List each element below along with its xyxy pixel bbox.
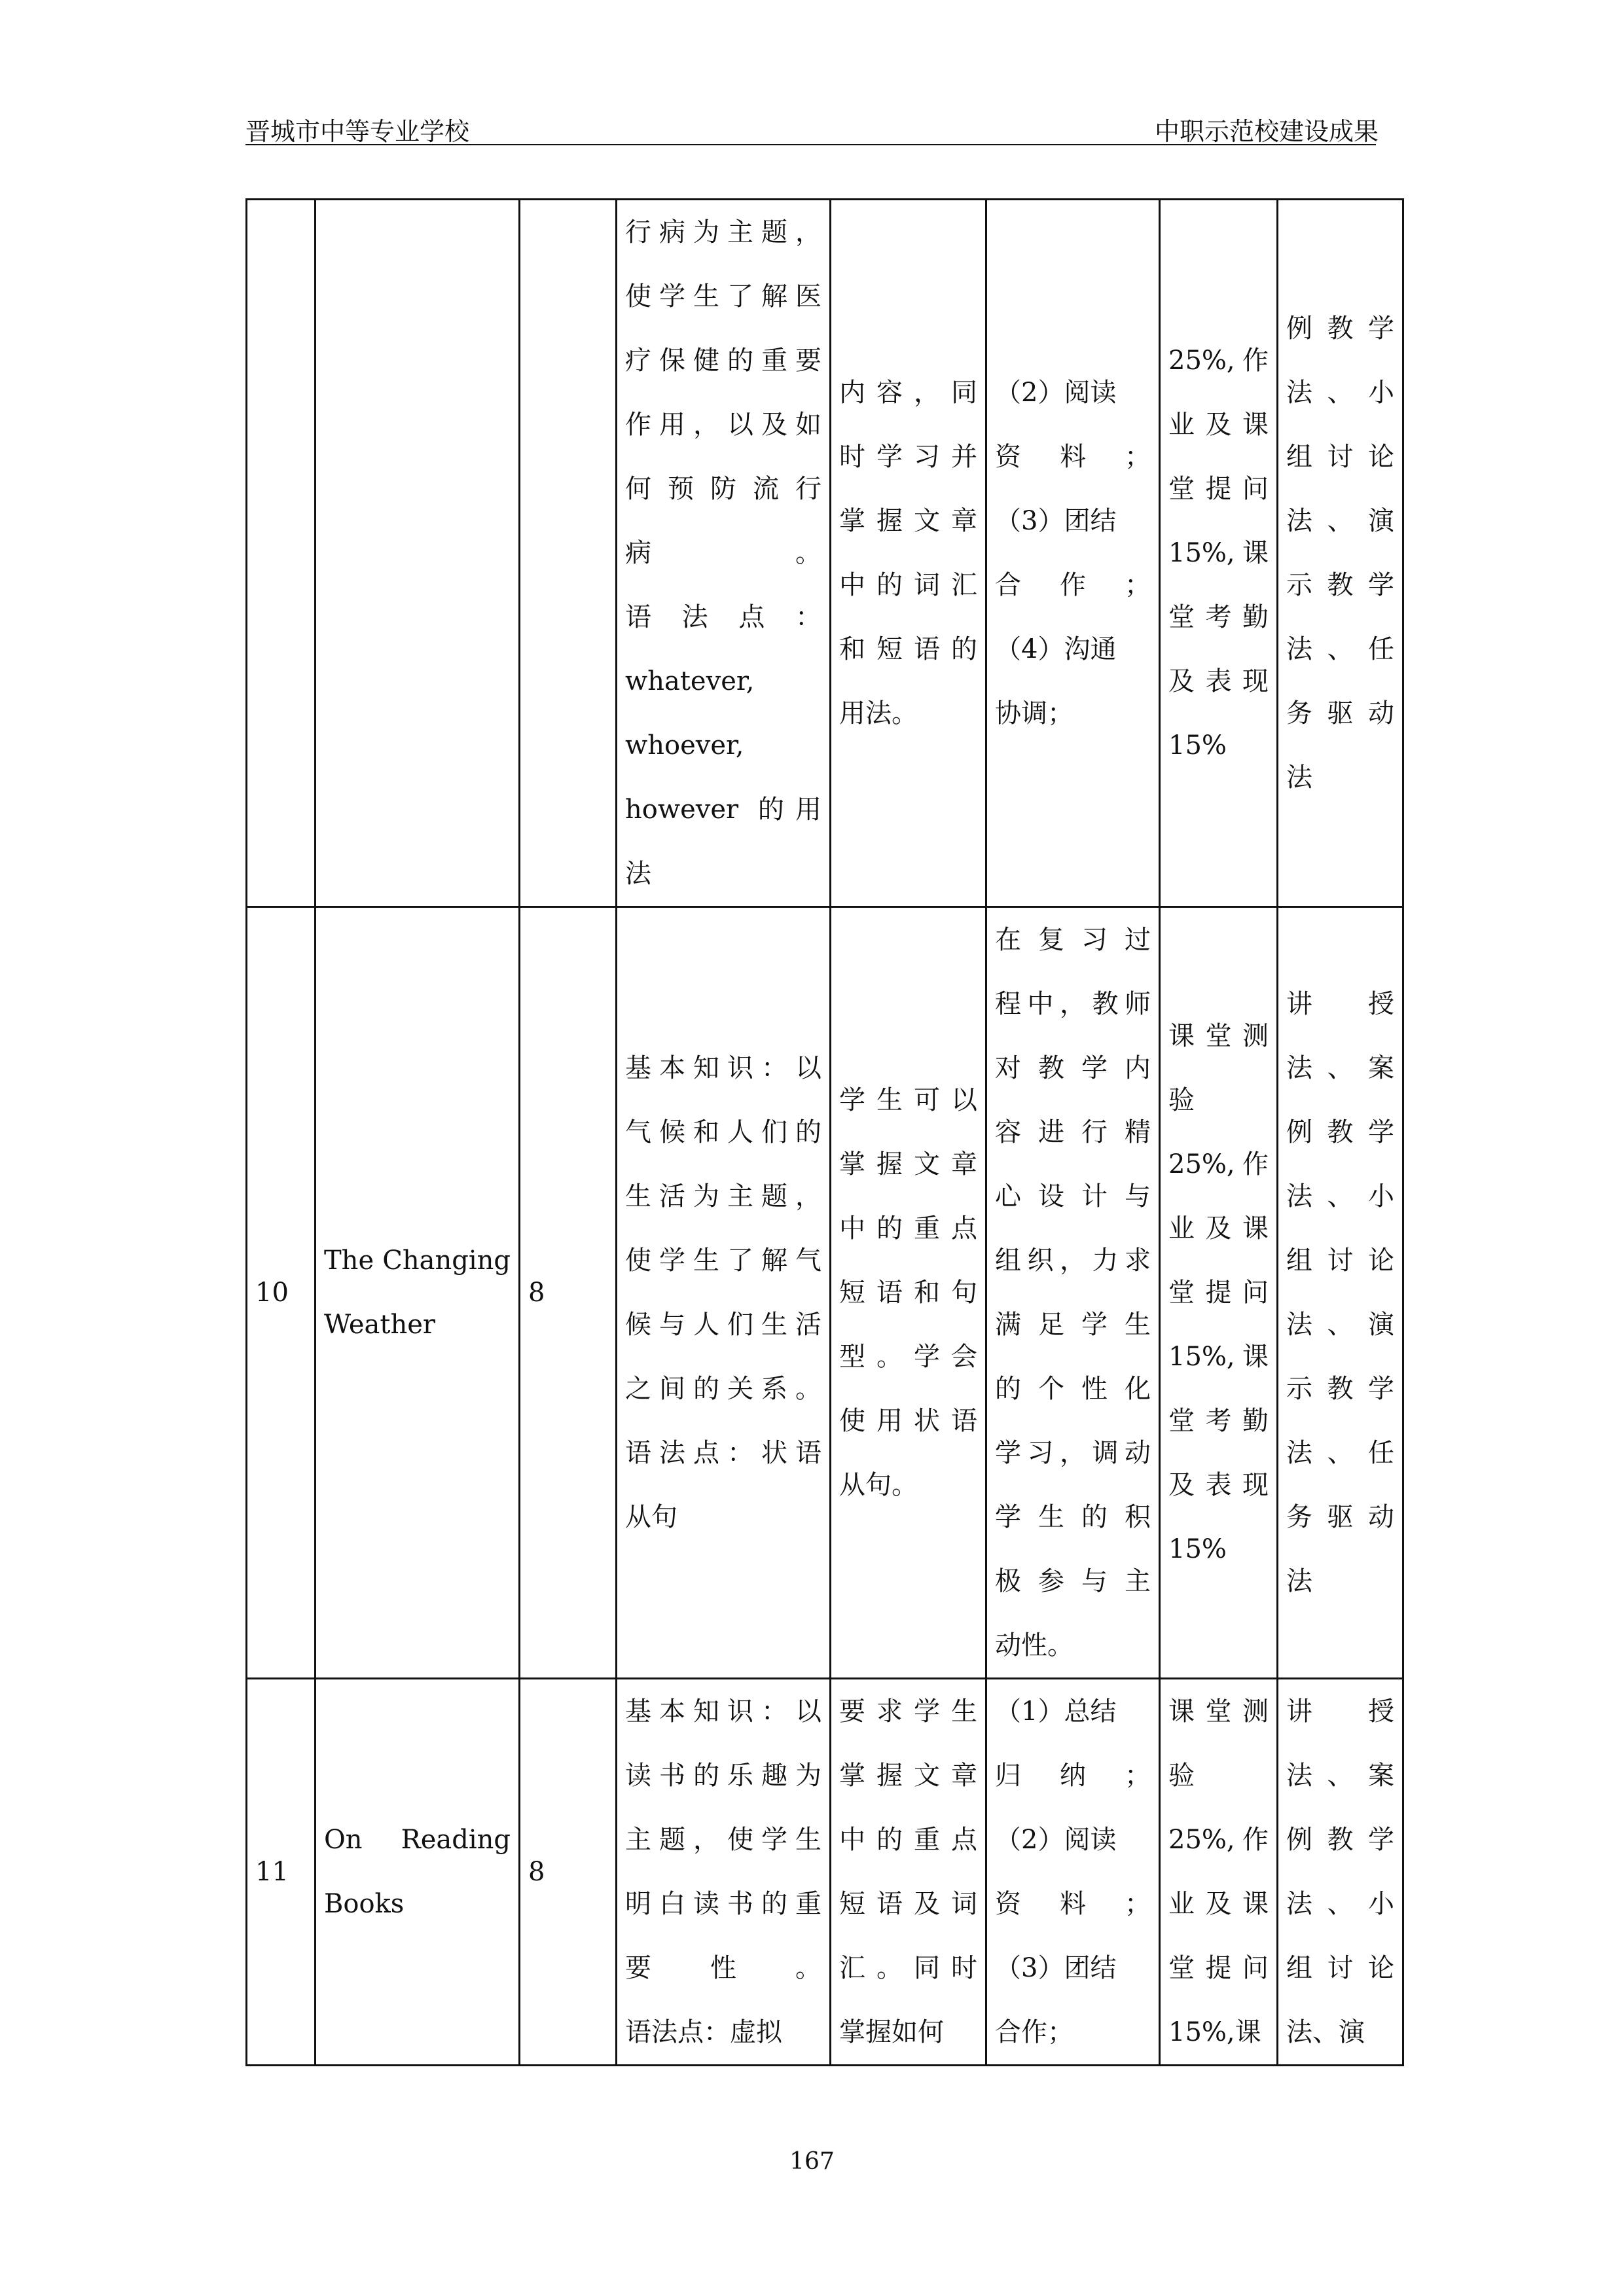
cell-line: 15%,课 (1168, 538, 1269, 568)
cell-line: 满足学生 (995, 1310, 1151, 1340)
cell-line: 明白读书的重 (625, 1889, 821, 1919)
class-hours (520, 200, 617, 907)
teaching-goal (831, 907, 986, 1679)
table-row (247, 907, 1403, 1679)
cell-line: 业及课 (1168, 410, 1269, 440)
cell-line: 基本知识：以 (625, 1696, 821, 1727)
teaching-requirement (986, 200, 1160, 907)
cell-line: Weather (324, 1310, 435, 1340)
teaching-method (1278, 907, 1403, 1679)
cell-line: 从句。 (839, 1470, 918, 1500)
cell-line: 资料； (995, 442, 1151, 472)
cell-line: 堂提问 (1168, 1278, 1269, 1308)
row-number: 11 (247, 1679, 316, 2066)
teaching-requirement (986, 907, 1160, 1679)
cell-line: 课堂测 (1168, 1696, 1269, 1727)
cell-line: 掌握文章 (839, 1149, 977, 1179)
cell-line: 的个性化 (995, 1374, 1151, 1404)
cell-line: 15% (1168, 730, 1227, 761)
cell-line: 行病为主题， (625, 217, 821, 247)
row-number (247, 200, 316, 907)
unit-title (316, 200, 520, 907)
cell-line: 内容，同 (839, 378, 977, 408)
cell-line: 学生的积 (995, 1502, 1151, 1532)
teaching-goal (831, 1679, 986, 2066)
cell-line: 讲 授 (1286, 1696, 1394, 1727)
cell-line: （1）总结 (995, 1696, 1117, 1727)
cell-line: 验 (1168, 1761, 1195, 1791)
cell-line: 堂提问 (1168, 1953, 1269, 1983)
cell-line: 组织，力求 (995, 1246, 1151, 1276)
cell-line: 法 (1286, 762, 1312, 793)
page-number: 167 (789, 2148, 835, 2175)
cell-line: 气候和人们的 (625, 1117, 821, 1147)
class-hours: 8 (520, 1679, 617, 2066)
cell-line: （2）阅读 (995, 1825, 1117, 1855)
cell-line: 25%,作 (1168, 1825, 1269, 1855)
cell-line: 务驱动 (1286, 1502, 1394, 1532)
cell-line: 短语和句 (839, 1278, 977, 1308)
cell-line: 法、演 (1286, 1310, 1394, 1340)
cell-line: however 的用 (625, 795, 821, 825)
cell-line: 及表现 (1168, 1470, 1269, 1500)
cell-line: 15%,课 (1168, 2017, 1261, 2047)
cell-line: 语法点： (625, 602, 821, 632)
cell-line: 法、小 (1286, 378, 1394, 408)
cell-line: 汇。同时 (839, 1953, 977, 1983)
cell-line: 在复习过 (995, 925, 1151, 955)
cell-line: 生活为主题， (625, 1181, 821, 1211)
class-hours: 8 (520, 907, 617, 1679)
cell-line: 堂提问 (1168, 474, 1269, 504)
assessment (1160, 200, 1278, 907)
cell-line: 法、小 (1286, 1889, 1394, 1919)
cell-line: 用法。 (839, 698, 918, 728)
cell-line: 例教学 (1286, 1825, 1394, 1855)
cell-line: （3）团结 (995, 1953, 1117, 1983)
cell-line: 法、任 (1286, 1438, 1394, 1468)
cell-line: 读书的乐趣为 (625, 1761, 821, 1791)
header-document-title: 中职示范校建设成果 (1154, 117, 1379, 146)
header-divider (245, 144, 1376, 145)
cell-line: （2）阅读 (995, 378, 1117, 408)
cell-line: 容进行精 (995, 1117, 1151, 1147)
cell-line: 掌握如何 (839, 2017, 944, 2047)
cell-line: 语法点：状语 (625, 1438, 821, 1468)
cell-line: 心设计与 (995, 1181, 1151, 1211)
cell-line: 协调； (995, 698, 1074, 728)
teaching-goal (831, 200, 986, 907)
cell-line: 堂考勤 (1168, 1406, 1269, 1436)
cell-line: 主题，使学生 (625, 1825, 821, 1855)
cell-line: 业及课 (1168, 1213, 1269, 1244)
cell-line: 作用，以及如 (625, 410, 821, 440)
unit-title (316, 1679, 520, 2066)
teaching-content (617, 1679, 831, 2066)
cell-line: 例教学 (1286, 1117, 1394, 1147)
assessment (1160, 1679, 1278, 2066)
cell-line: 法 (625, 859, 651, 889)
cell-line: 资料； (995, 1889, 1151, 1919)
cell-line: 学习，调动 (995, 1438, 1151, 1468)
cell-line: 组讨论 (1286, 1953, 1394, 1983)
cell-line: 动性。 (995, 1630, 1074, 1660)
cell-line: Books (324, 1889, 405, 1919)
cell-line: 示教学 (1286, 570, 1394, 600)
cell-line: 极参与主 (995, 1566, 1151, 1596)
cell-line: 堂考勤 (1168, 602, 1269, 632)
cell-line: 25%,作 (1168, 346, 1269, 376)
cell-line: 讲 授 (1286, 989, 1394, 1019)
header-school-name: 晋城市中等专业学校 (245, 117, 470, 146)
cell-line: 使学生了解气 (625, 1246, 821, 1276)
cell-line: 归纳； (995, 1761, 1151, 1791)
row-number: 10 (247, 907, 316, 1679)
cell-line: 法、任 (1286, 634, 1394, 664)
cell-line: 验 (1168, 1085, 1195, 1115)
cell-line: 法、演 (1286, 2017, 1365, 2047)
cell-line: 例教学 (1286, 314, 1394, 344)
cell-line: 中的重点 (839, 1213, 977, 1244)
cell-line: 基本知识：以 (625, 1053, 821, 1083)
cell-line: The Changing (324, 1246, 511, 1276)
cell-line: 业及课 (1168, 1889, 1269, 1919)
cell-line: 掌握文章 (839, 1761, 977, 1791)
cell-line: 示教学 (1286, 1374, 1394, 1404)
cell-line: On Reading (324, 1825, 511, 1855)
cell-line: 合作； (995, 570, 1151, 600)
cell-line: 15% (1168, 1534, 1227, 1564)
cell-line: 合作； (995, 2017, 1074, 2047)
cell-line: 学生可以 (839, 1085, 977, 1115)
cell-line: 之间的关系。 (625, 1374, 821, 1404)
cell-line: 短语及词 (839, 1889, 977, 1919)
cell-line: 法、演 (1286, 506, 1394, 536)
cell-line: whoever, (625, 730, 744, 761)
table-row (247, 1679, 1403, 2066)
cell-line: 从句 (625, 1502, 677, 1532)
cell-line: 法、小 (1286, 1181, 1394, 1211)
cell-line: 语法点：虚拟 (625, 2017, 782, 2047)
cell-line: 何预防流行 (625, 474, 821, 504)
assessment (1160, 907, 1278, 1679)
cell-line: 15%,课 (1168, 1342, 1269, 1372)
cell-line: 组讨论 (1286, 442, 1394, 472)
teaching-content (617, 907, 831, 1679)
cell-line: 疗保健的重要 (625, 346, 821, 376)
cell-line: 型。学会 (839, 1342, 977, 1372)
cell-line: 中的词汇 (839, 570, 977, 600)
cell-line: 25%,作 (1168, 1149, 1269, 1179)
cell-line: 使用状语 (839, 1406, 977, 1436)
teaching-requirement (986, 1679, 1160, 2066)
cell-line: 务驱动 (1286, 698, 1394, 728)
cell-line: 法、案 (1286, 1053, 1394, 1083)
cell-line: 法 (1286, 1566, 1312, 1596)
cell-line: 课堂测 (1168, 1021, 1269, 1051)
cell-line: 时学习并 (839, 442, 977, 472)
cell-line: 法、案 (1286, 1761, 1394, 1791)
teaching-method (1278, 1679, 1403, 2066)
cell-line: 病。 (625, 538, 821, 568)
cell-line: whatever, (625, 666, 755, 696)
cell-line: 要性。 (625, 1953, 821, 1983)
cell-line: （3）团结 (995, 506, 1117, 536)
cell-line: 组讨论 (1286, 1246, 1394, 1276)
cell-line: 使学生了解医 (625, 281, 821, 312)
teaching-content (617, 200, 831, 907)
table-row (247, 200, 1403, 907)
cell-line: 和短语的 (839, 634, 977, 664)
course-schedule-table (245, 198, 1404, 2066)
cell-line: 对教学内 (995, 1053, 1151, 1083)
cell-line: 程中，教师 (995, 989, 1151, 1019)
cell-line: （4）沟通 (995, 634, 1117, 664)
teaching-method (1278, 200, 1403, 907)
cell-line: 中的重点 (839, 1825, 977, 1855)
cell-line: 及表现 (1168, 666, 1269, 696)
cell-line: 掌握文章 (839, 506, 977, 536)
unit-title (316, 907, 520, 1679)
cell-line: 要求学生 (839, 1696, 977, 1727)
cell-line: 候与人们生活 (625, 1310, 821, 1340)
